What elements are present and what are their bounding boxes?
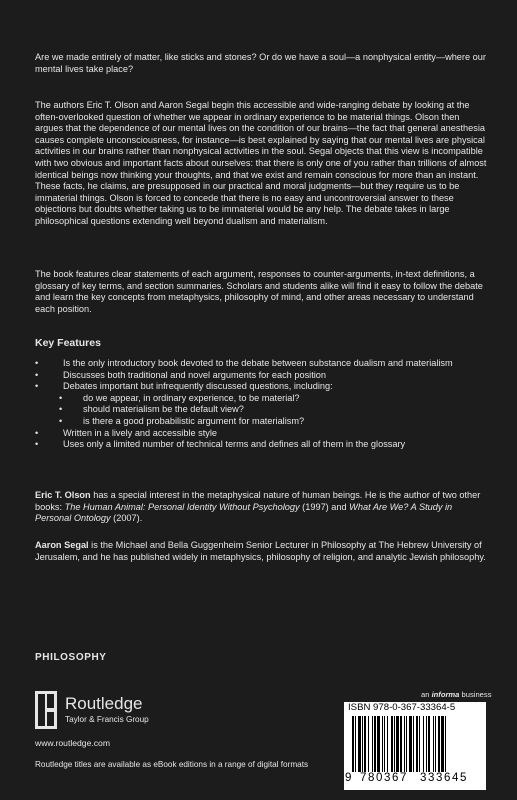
- author-bio-segal: Aaron Segal is the Michael and Bella Guggenheim Senior Lecturer in Philosophy at The Hebrew University of Jerusalem, and he has published widely in metaphysics, philosophy of religion, and analytic Jewish philosophy.: [35, 540, 486, 562]
- routledge-mark-icon: [35, 691, 57, 729]
- list-item: • do we appear, in ordinary experience, to be material?: [35, 393, 495, 405]
- publisher-group: Taylor & Francis Group: [65, 715, 149, 724]
- list-item: • Uses only a limited number of technical terms and defines all of them in the glossary: [35, 439, 495, 451]
- list-item: • Debates important but infrequently discussed questions, including:: [35, 381, 495, 393]
- description-paragraph-1: The authors Eric T. Olson and Aaron Segal begin this accessible and wide-ranging debate by looking at the often-overlooked question of whether we appear in ordinary experience to be material things. Olson then argues that the dependence of our mental lives on the condition of our brains—the fact that general anesthesia causes complete unconsciousness, for instance—is best explained by saying that our mental lives are physical activities in our brains rather than nonphysical activities in the soul. Segal objects that this view is incompatible with two obvious and important facts about ourselves: that there is only one of you rather than trillions of almost identical beings now thinking your thoughts, and that we exist and remain conscious for more than an instant. These facts, he claims, are presupposed in our practical and moral judgments—but they require us to be immaterial things. Olson is forced to concede that there is no easy and uncontroversial answer to these objections but doubts whether taking us to be immaterial would be any help. The debate takes in large philosophical questions extending well beyond dualism and materialism.: [35, 100, 487, 226]
- isbn-barcode: ISBN 978-0-367-33364-5 9 780367 333645: [344, 702, 486, 790]
- book-title: What Are We? A Study in Personal Ontology: [35, 501, 453, 524]
- list-item: • should materialism be the default view?: [35, 404, 495, 416]
- author-bio-olson: Eric T. Olson has a special interest in the metaphysical nature of human beings. He is the author of two other books: The Human Animal: Personal Identity Without Psychology (1997) and What Are We? A Study in Personal Ontology (2007).: [35, 490, 481, 524]
- description-paragraph-2: The book features clear statements of each argument, responses to counter-arguments, in-text definitions, a glossary of key terms, and section summaries. Scholars and students alike will find it easy to follow the debate and learn the key concepts from metaphysics, philosophy of mind, and other areas necessary to understand each position.: [35, 269, 483, 314]
- book-title: The Human Animal: Personal Identity Without Psychology: [64, 501, 300, 512]
- category-label: PHILOSOPHY: [35, 652, 107, 663]
- list-item: • Discusses both traditional and novel arguments for each position: [35, 370, 495, 382]
- list-item: • Written in a lively and accessible style: [35, 428, 495, 440]
- publisher-website: www.routledge.com: [35, 738, 110, 748]
- isbn-label: ISBN 978-0-367-33364-5: [348, 702, 456, 713]
- key-features-list: [35, 358, 495, 451]
- list-item: • Is the only introductory book devoted to the debate between substance dualism and materialism: [35, 358, 495, 370]
- barcode-icon: [350, 716, 482, 772]
- ebook-note: Routledge titles are available as eBook editions in a range of digital formats: [35, 760, 309, 769]
- key-features-heading: Key Features: [35, 337, 101, 349]
- author-name: Eric T. Olson: [35, 490, 91, 500]
- publisher-logo: [35, 691, 215, 731]
- author-name: Aaron Segal: [35, 540, 89, 550]
- list-item: • is there a good probabilistic argument for materialism?: [35, 416, 495, 428]
- informa-tagline: an informa business: [421, 690, 492, 699]
- publisher-name: Routledge: [65, 694, 143, 713]
- intro-question: Are we made entirely of matter, like sticks and stones? Or do we have a soul—a nonphysical entity—where our mental lives take place?: [35, 52, 486, 74]
